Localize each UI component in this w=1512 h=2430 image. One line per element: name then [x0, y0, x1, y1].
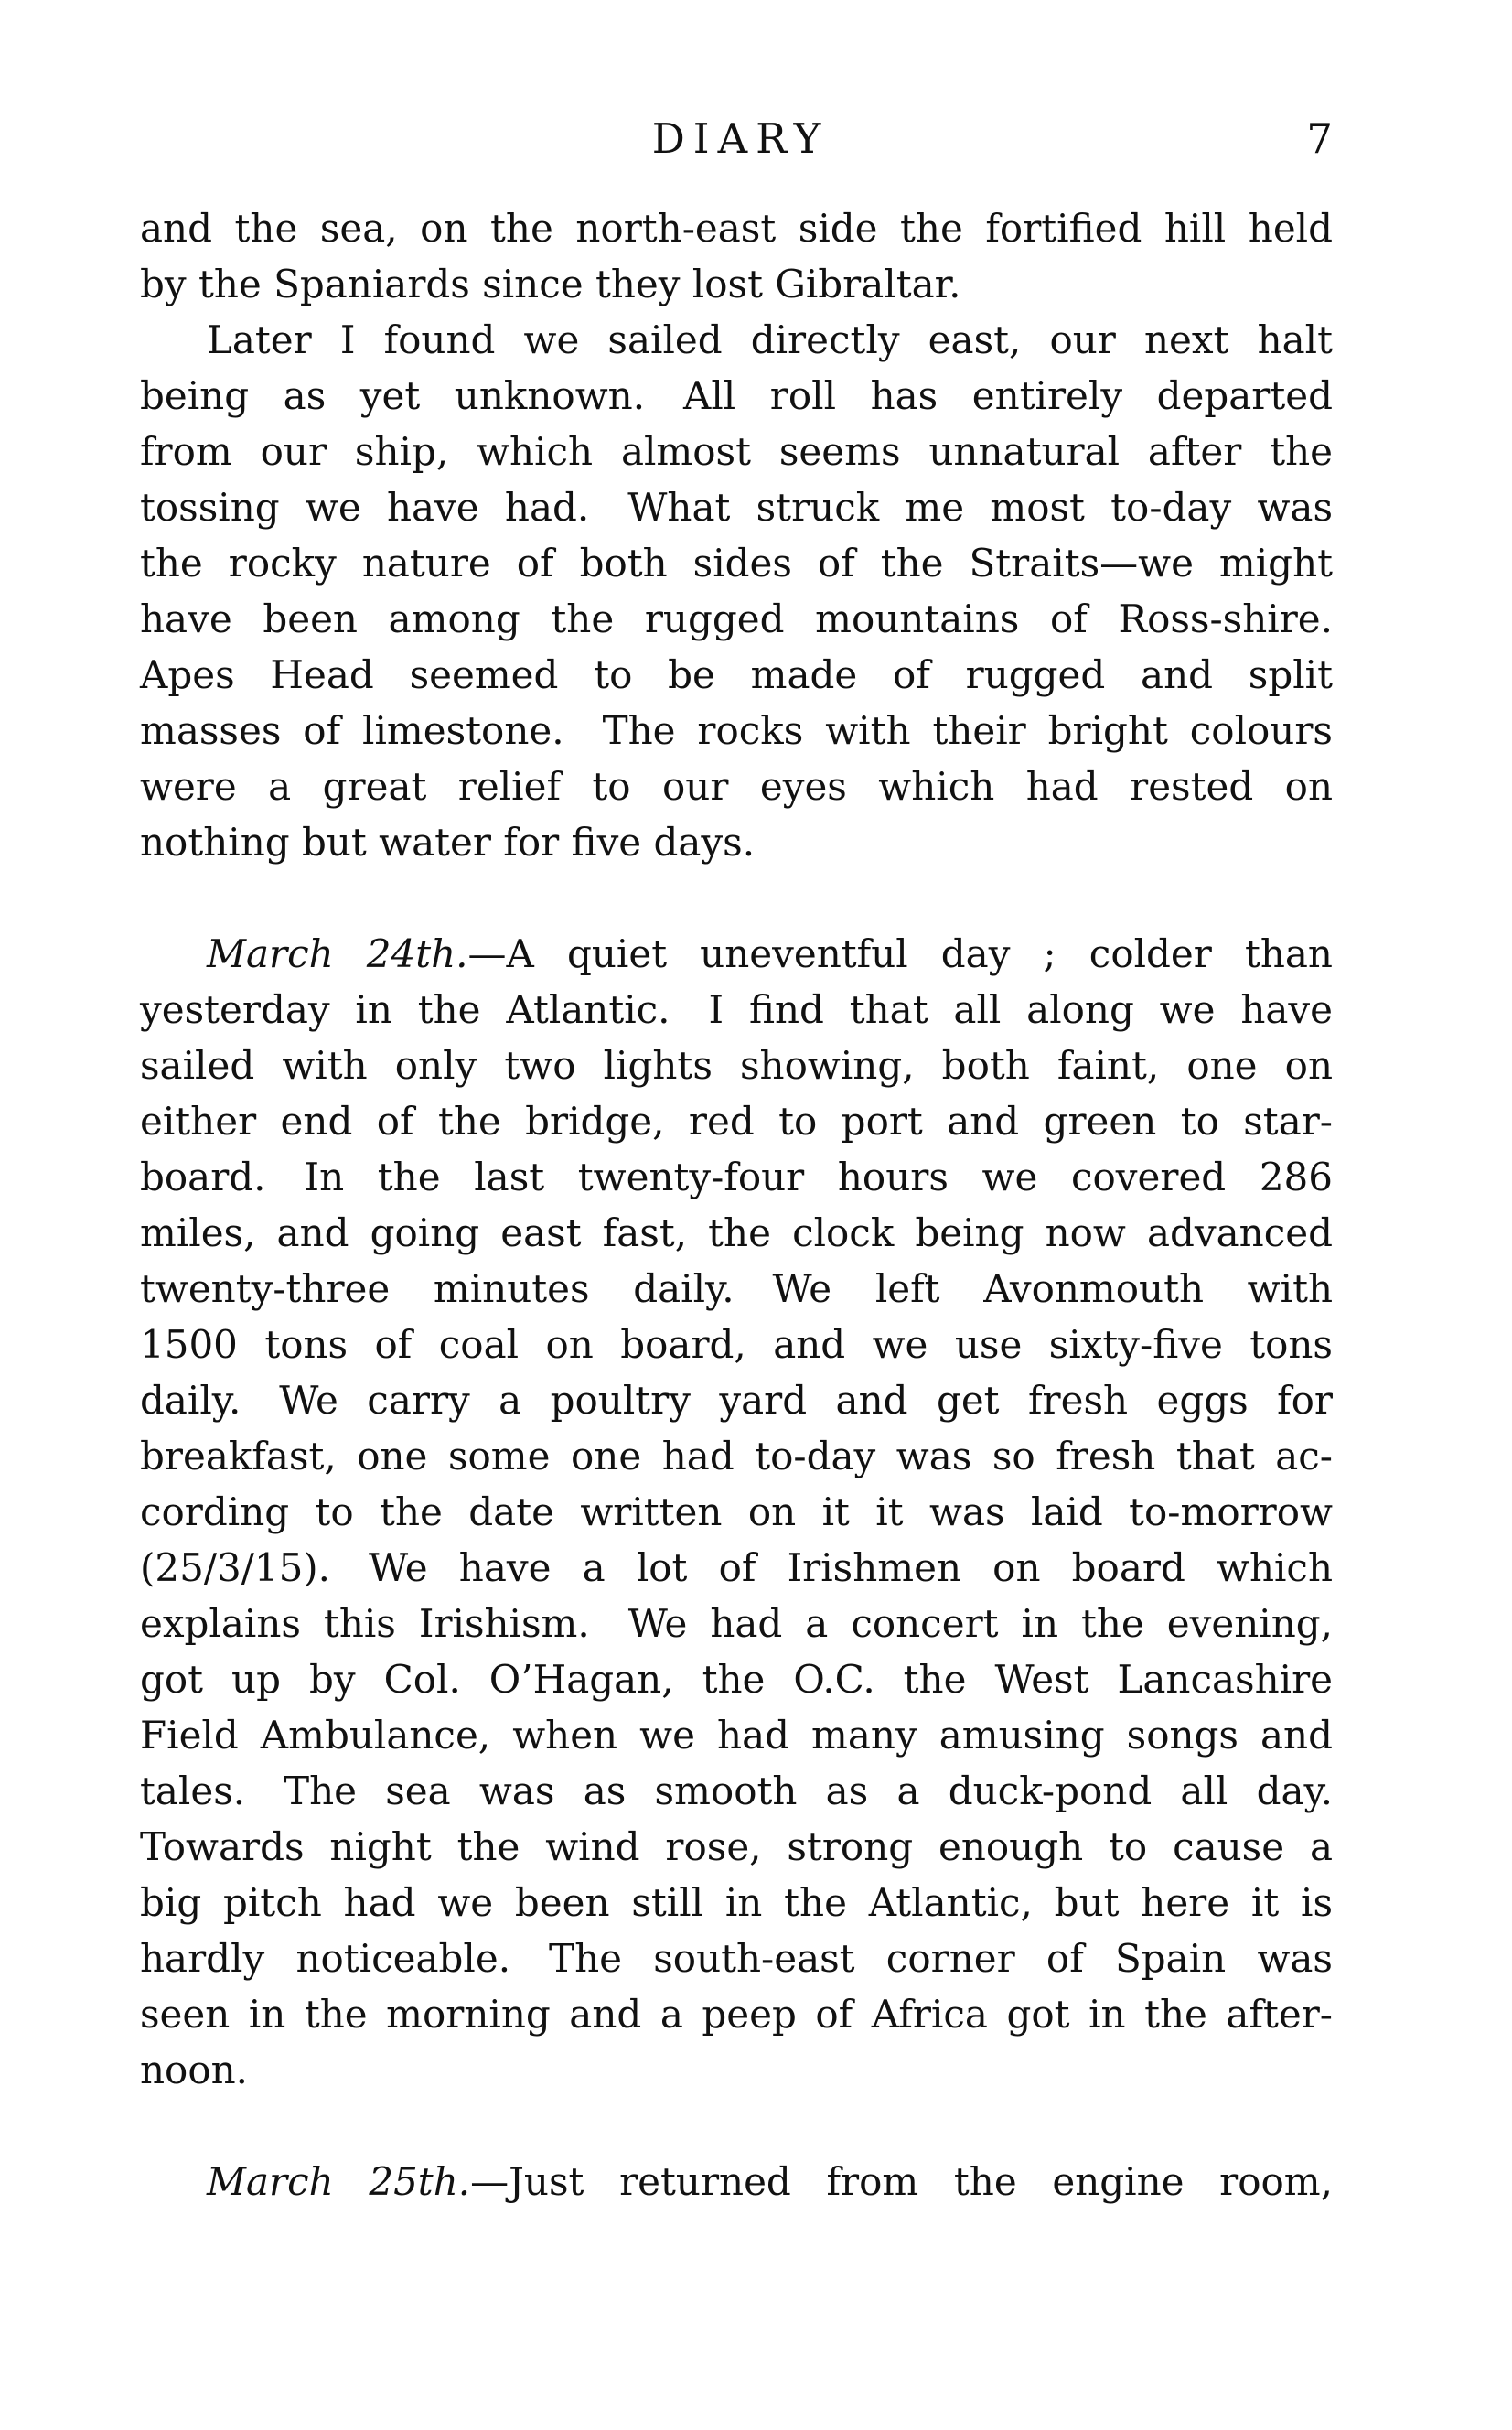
text-line: big pitch had we been still in the Atlantic, but here it is — [140, 1880, 1333, 1925]
diary-paragraph — [140, 926, 1333, 2098]
text-line: miles, and going east fast, the clock being now advanced — [140, 1210, 1333, 1255]
text-line: by the Spaniards since they lost Gibraltar. — [140, 262, 961, 306]
page-title: DIARY — [651, 114, 830, 163]
text-line: either end of the bridge, red to port and green to star- — [140, 1099, 1333, 1144]
text-line: Field Ambulance, when we had many amusing songs and — [140, 1713, 1333, 1758]
text-line: hardly noticeable. The south-east corner of Spain was — [140, 1936, 1333, 1981]
text-line: Later I found we sailed directly east, our next halt — [207, 317, 1333, 362]
text-line: twenty-three minutes daily. We left Avonmouth with — [140, 1266, 1333, 1311]
text-line: seen in the morning and a peep of Africa got in the after- — [140, 1992, 1333, 2037]
text-line: Towards night the wind rose, strong enough to cause a — [140, 1824, 1333, 1869]
entry-date: March 25th. — [207, 2159, 471, 2204]
text-line: got up by Col. O’Hagan, the O.C. the West Lancashire — [140, 1657, 1333, 1702]
text-line: 1500 tons of coal on board, and we use sixty-five tons — [140, 1322, 1333, 1367]
text-line: masses of limestone. The rocks with their bright colours — [140, 708, 1333, 753]
text-line: have been among the rugged mountains of Ross-shire. — [140, 597, 1333, 641]
text-line: (25/3/15). We have a lot of Irishmen on board which — [140, 1545, 1333, 1590]
text-line: explains this Irishism. We had a concert in the evening, — [140, 1601, 1333, 1646]
text-line: and the sea, on the north-east side the fortified hill held — [140, 206, 1333, 251]
text-line: were a great relief to our eyes which had rested on — [140, 764, 1333, 809]
text-line: breakfast, one some one had to-day was so fresh that ac- — [140, 1434, 1333, 1478]
text-line: nothing but water for five days. — [140, 820, 756, 865]
text-line: March 24th.—A quiet uneventful day ; colder than — [207, 931, 1333, 976]
running-head — [140, 115, 1333, 163]
text-line: March 25th.—Just returned from the engine room, — [207, 2159, 1333, 2204]
text-line: the rocky nature of both sides of the Straits—we might — [140, 541, 1333, 586]
text-line: noon. — [140, 2048, 249, 2092]
text-line: board. In the last twenty-four hours we covered 286 — [140, 1155, 1333, 1199]
entry-date: March 24th. — [207, 931, 468, 976]
page-number: 7 — [1306, 114, 1333, 163]
text-line: from our ship, which almost seems unnatural after the — [140, 429, 1333, 474]
text-line: daily. We carry a poultry yard and get fresh eggs for — [140, 1378, 1333, 1423]
text-line: being as yet unknown. All roll has entirely departed — [140, 373, 1333, 418]
diary-paragraph — [140, 200, 1333, 312]
page-body — [140, 200, 1333, 2210]
text-line: tossing we have had. What struck me most to-day was — [140, 485, 1333, 530]
text-line: Apes Head seemed to be made of rugged and split — [140, 652, 1333, 697]
text-line: cording to the date written on it it was laid to-morrow — [140, 1489, 1333, 1534]
diary-paragraph — [140, 2154, 1333, 2210]
text-line: tales. The sea was as smooth as a duck-pond all day. — [140, 1769, 1333, 1813]
diary-paragraph — [140, 312, 1333, 870]
text-line: yesterday in the Atlantic. I find that all along we have — [140, 987, 1333, 1032]
text-line: sailed with only two lights showing, both faint, one on — [140, 1043, 1333, 1088]
